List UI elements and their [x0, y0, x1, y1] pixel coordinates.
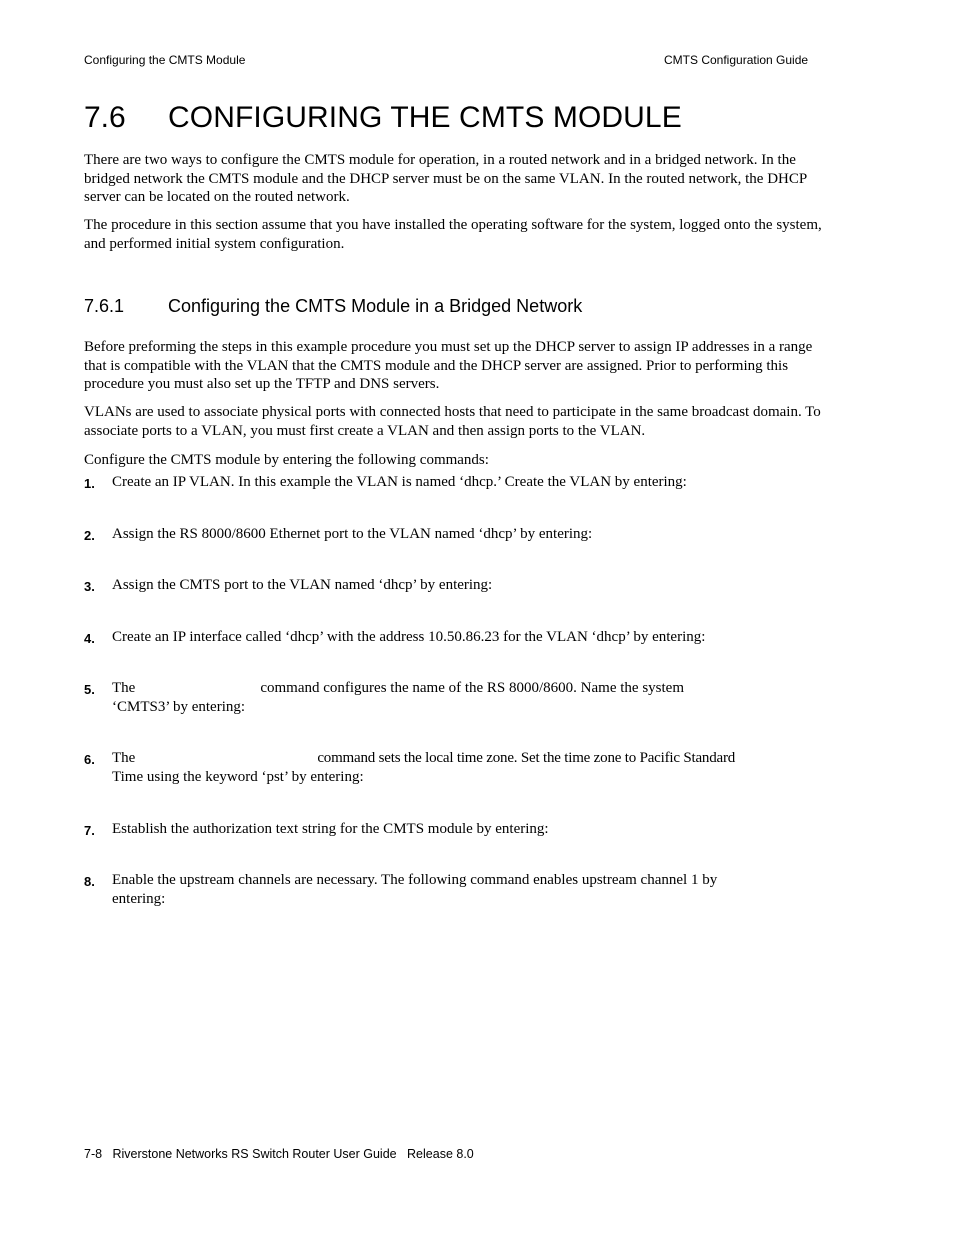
step-number: 3. [84, 579, 95, 594]
intro-paragraph: The procedure in this section assume that you have installed the operating software for the system, logged onto the system, and performed initial system configuration. [84, 217, 822, 252]
step-text-lead: The [112, 680, 136, 696]
step-text: Create an IP interface called ‘dhcp’ with the address 10.50.86.23 for the VLAN ‘dhcp’ by entering: [112, 629, 706, 645]
step-number: 8. [84, 874, 95, 889]
body-paragraph: VLANs are used to associate physical ports with connected hosts that need to participate in the same broadcast domain. To associate ports to a VLAN, you must first create a VLAN and then assign ports to the VLAN. [84, 404, 821, 439]
body-paragraph: Before preforming the steps in this example procedure you must set up the DHCP server to assign IP addresses in a range that is compatible with the VLAN that the CMTS module and the DHCP server are assigned. Prior to performing this procedure you must also set up the TFTP and DNS servers. [84, 339, 813, 393]
step-number: 7. [84, 823, 95, 838]
body-paragraph: Configure the CMTS module by entering the following commands: [84, 452, 489, 468]
header-guide-title: CMTS Configuration Guide [664, 53, 809, 67]
step-text-second-line: ‘CMTS3’ by entering: [112, 699, 246, 715]
step-number: 2. [84, 528, 95, 543]
step-text-tail: command sets the local time zone. Set the time zone to Pacific Standard [317, 750, 736, 766]
step-text-tail: command configures the name of the RS 8000/8600. Name the system [260, 680, 684, 696]
step-text: Create an IP VLAN. In this example the VLAN is named ‘dhcp.’ Create the VLAN by entering: [112, 474, 687, 490]
step-text [112, 749, 752, 787]
step-number: 6. [84, 752, 95, 767]
intro-paragraph: There are two ways to configure the CMTS module for operation, in a routed network and in a bridged network. In the bridged network the CMTS module and the DHCP server must be on the same VLAN. In the routed network, the DHCP server can be located on the routed network. [84, 152, 807, 206]
page-footer: 7-8 Riverstone Networks RS Switch Router User Guide Release 8.0 [84, 1147, 474, 1161]
step-text: Assign the RS 8000/8600 Ethernet port to the VLAN named ‘dhcp’ by entering: [112, 526, 593, 542]
step-number: 1. [84, 476, 95, 491]
header-chapter-title: Configuring the CMTS Module [84, 53, 246, 67]
step-text-lead: The [112, 750, 136, 766]
section-number: 7.6 [84, 101, 126, 134]
step-text-second-line: Time using the keyword ‘pst’ by entering: [112, 769, 364, 785]
step-number: 5. [84, 682, 95, 697]
step-text: Establish the authorization text string for the CMTS module by entering: [112, 821, 549, 837]
step-number: 4. [84, 631, 95, 646]
subsection-number: 7.6.1 [84, 296, 125, 316]
subsection-title: Configuring the CMTS Module in a Bridged Network [168, 296, 583, 316]
section-title: CONFIGURING THE CMTS MODULE [168, 101, 682, 134]
step-text: Assign the CMTS port to the VLAN named ‘dhcp’ by entering: [112, 577, 493, 593]
step-text [112, 679, 752, 717]
step-text: Enable the upstream channels are necessary. The following command enables upstream channel 1 by entering: [112, 872, 718, 907]
